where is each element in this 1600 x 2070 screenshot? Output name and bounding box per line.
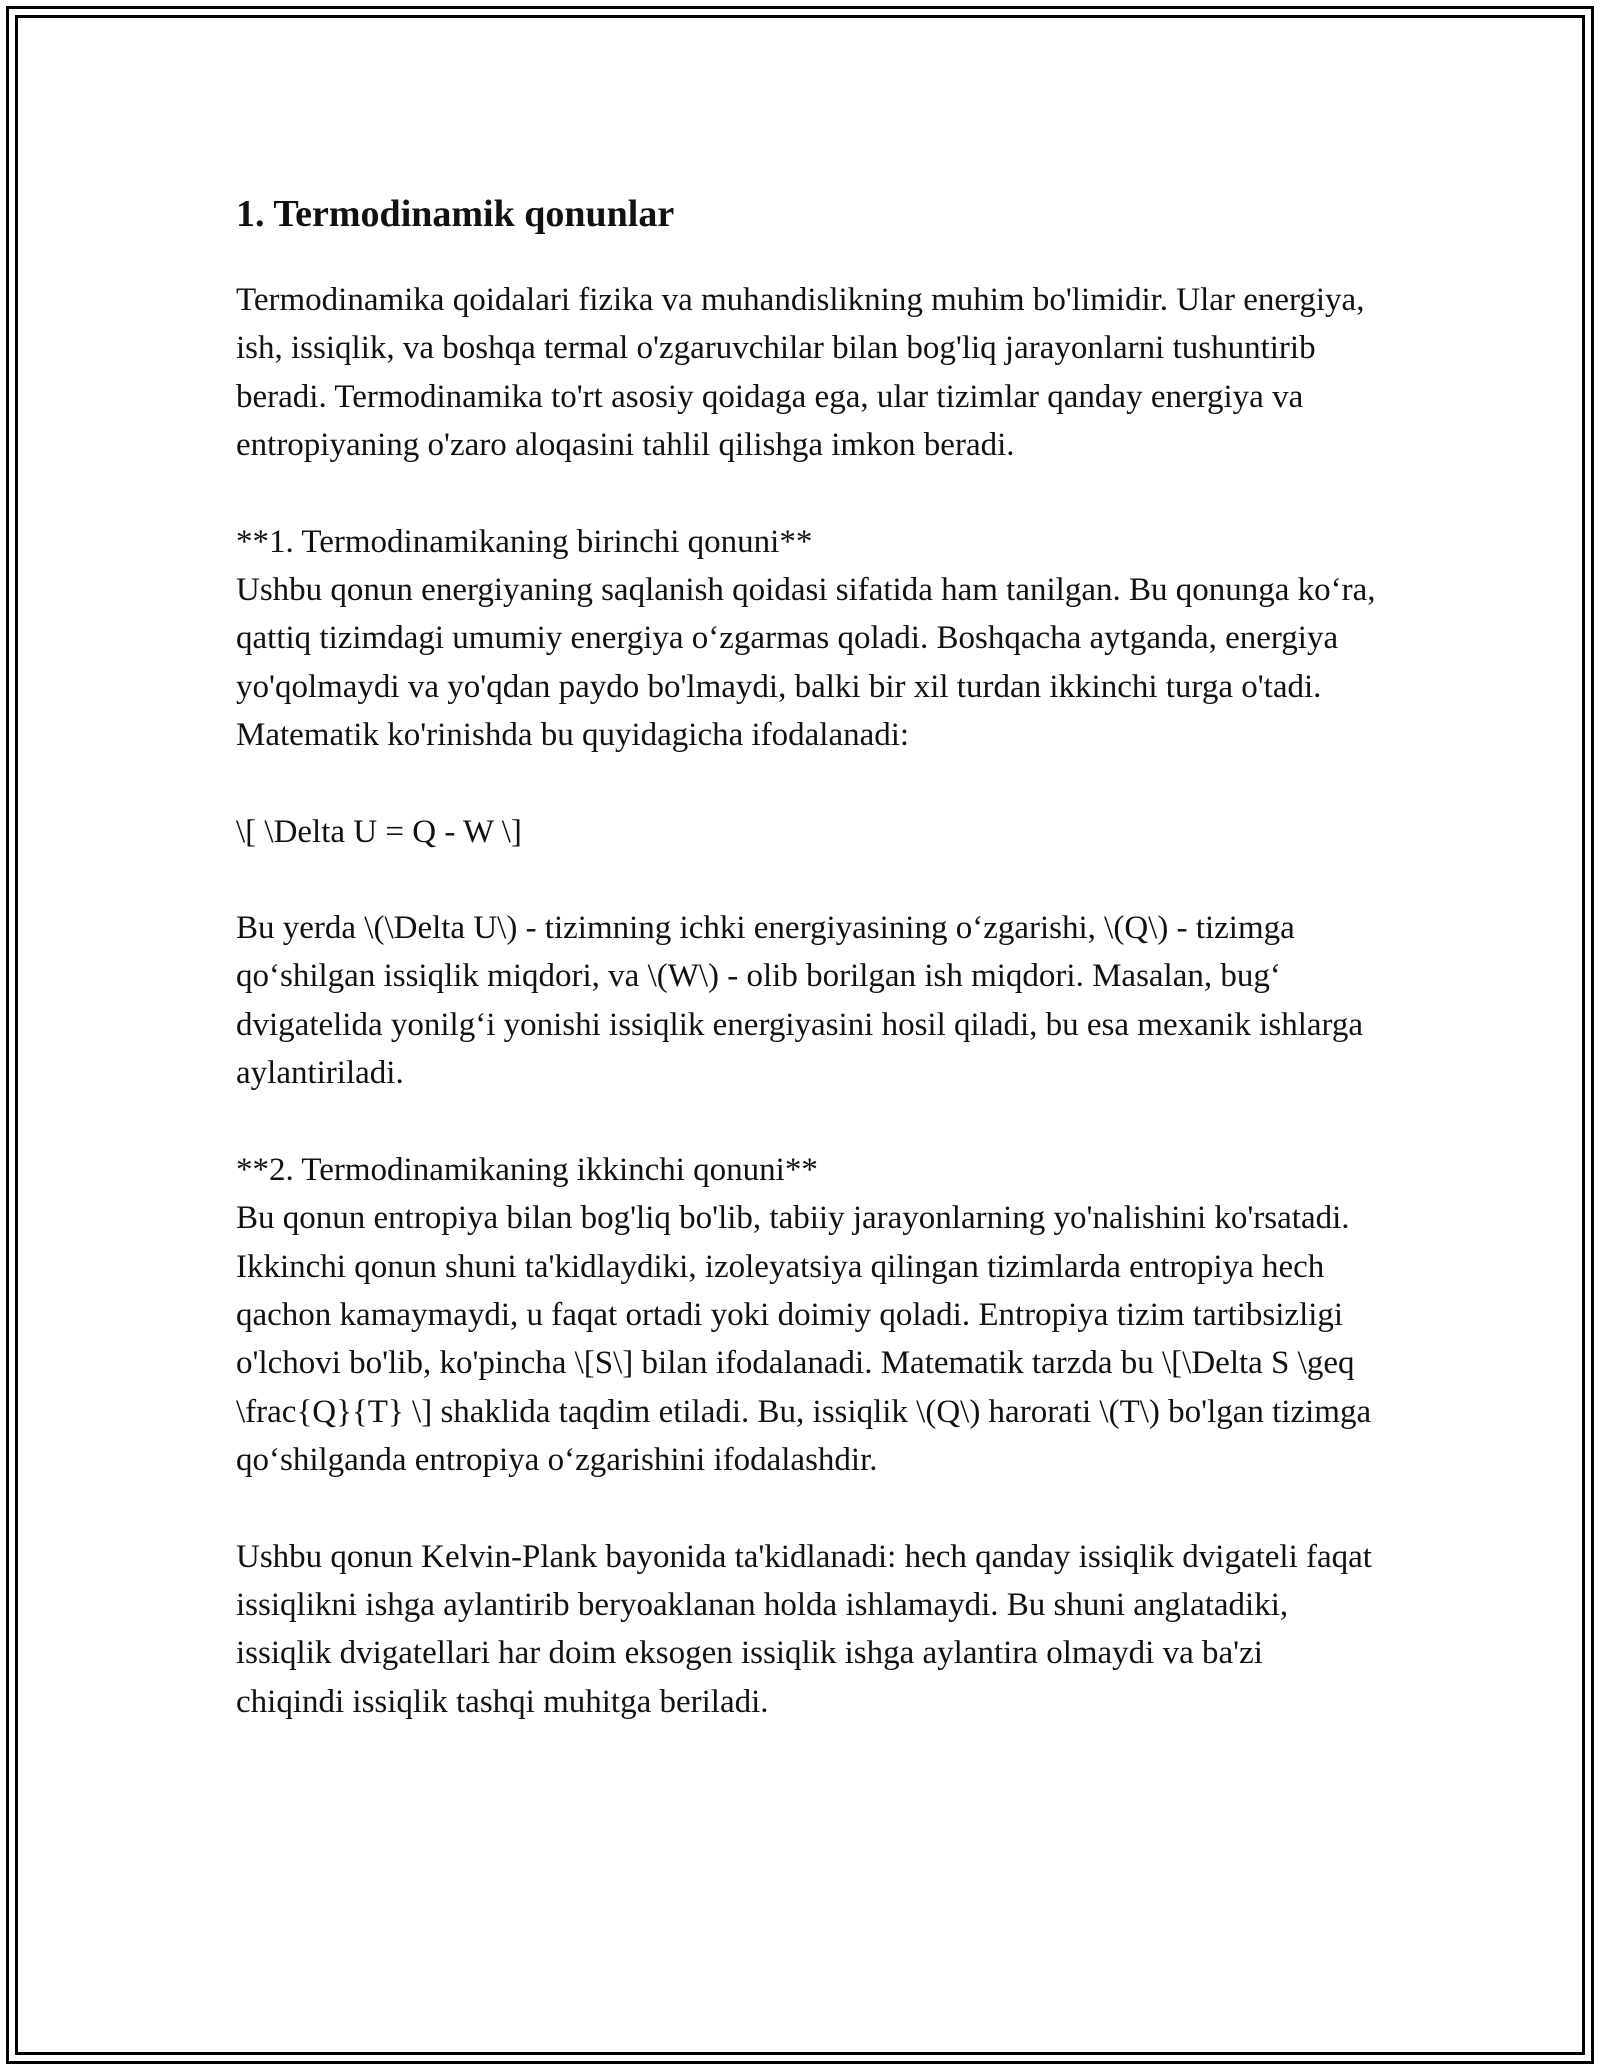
first-law-equation: \[ \Delta U = Q - W \] (236, 813, 522, 850)
intro-paragraph: Termodinamika qoidalari fizika va muhandislikning muhim bo'limidir. Ular energiya, ish, issiqlik, va boshqa termal o'zgaruvchilar bilan bog'liq jarayonlarni tushuntirib beradi. Termodinamika to'rt asosiy qoidaga ega, ular tizimlar qanday energiya va entropiyaning o'zaro aloqasini tahlil qilishga imkon beradi. (236, 282, 1365, 464)
kelvin-planck-paragraph: Ushbu qonun Kelvin-Plank bayonida ta'kidlanadi: hech qanday issiqlik dvigateli faqat issiqlikni ishga aylantirib beryoaklanan holda ishlamaydi. Bu shuni anglatadiki, issiqlik dvigatellari har doim eksogen issiqlik ishga aylantira olmaydi va ba'zi chiqindi issiqlik tashqi muhitga beriladi. (236, 1538, 1372, 1720)
first-law-paragraph: **1. Termodinamikaning birinchi qonuni** Ushbu qonun energiyaning saqlanish qoidasi sifatida ham tanilgan. Bu qonunga ko‘ra, qattiq tizimdagi umumiy energiya o‘zgarmas qoladi. Boshqacha aytganda, energiya yo'qolmaydi va yo'qdan paydo bo'lmaydi, balki bir xil turdan ikkinchi turga o'tadi. Matematik ko'rinishda bu quyidagicha ifodalanadi: (236, 523, 1376, 754)
second-law-paragraph: **2. Termodinamikaning ikkinchi qonuni** Bu qonun entropiya bilan bog'liq bo'lib, tabiiy jarayonlarning yo'nalishini ko'rsatadi. Ikkinchi qonun shuni ta'kidlaydiki, izoleyatsiya qilingan tizimlarda entropiya hech qachon kamaymaydi, u faqat ortadi yoki doimiy qoladi. Entropiya tizim tartibsizligi o'lchovi bo'lib, ko'pincha \[S\] bilan ifodalanadi. Matematik tarzda bu \[\Delta S \geq \frac{Q}{T} \] shaklida taqdim etiladi. Bu, issiqlik \(Q\) harorati \(T\) bo'lgan tizimga qo‘shilganda entropiya o‘zgarishini ifodalashdir. (236, 1151, 1372, 1479)
section-heading: 1. Termodinamik qonunlar (236, 193, 675, 235)
document-body (236, 188, 1376, 1774)
first-law-explanation: Bu yerda \(\Delta U\) - tizimning ichki energiyasining o‘zgarishi, \(Q\) - tizimga qo‘shilgan issiqlik miqdori, va \(W\) - olib borilgan ish miqdori. Masalan, bug‘ dvigatelida yonilg‘i yonishi issiqlik energiyasini hosil qiladi, bu esa mexanik ishlarga aylantiriladi. (236, 910, 1364, 1092)
